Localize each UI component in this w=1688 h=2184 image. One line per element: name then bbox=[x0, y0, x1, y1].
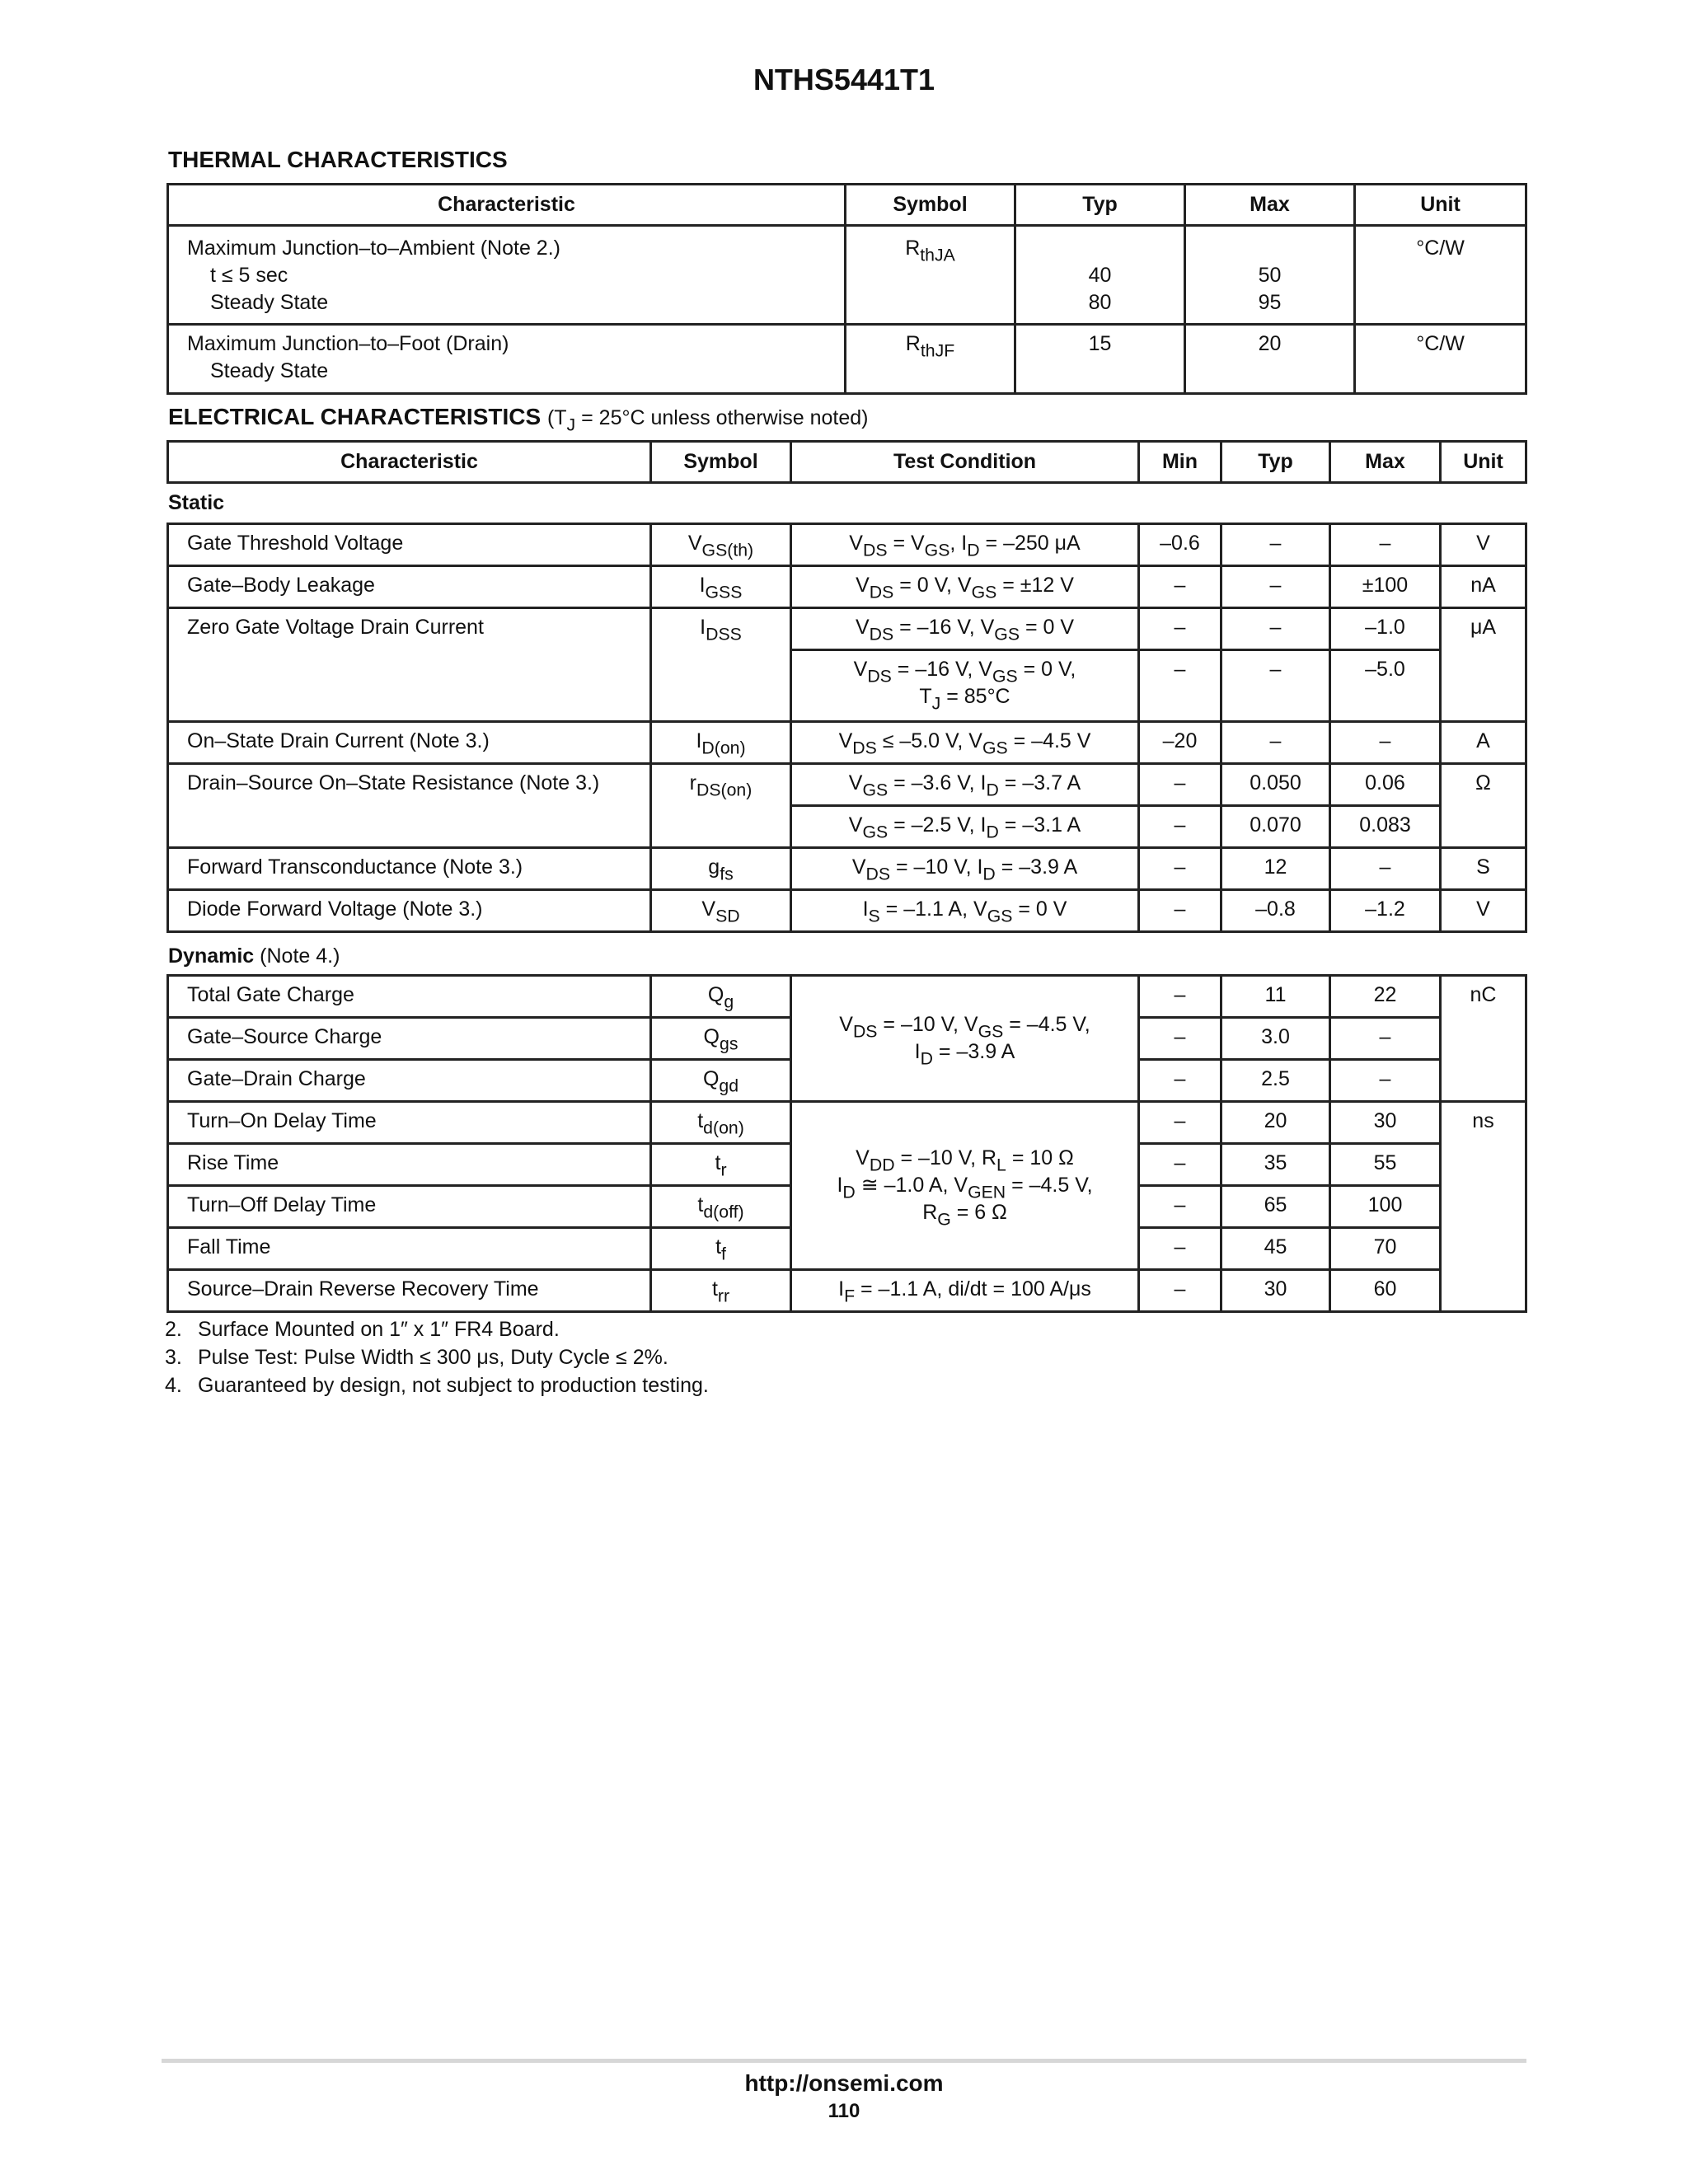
col-header: Symbol bbox=[846, 185, 1015, 226]
dynamic-table bbox=[166, 974, 1527, 1313]
electrical-heading: ELECTRICAL CHARACTERISTICS ($T_J = 25^\circ C$ unless otherwise noted) bbox=[168, 404, 869, 435]
test-condition: $V_{DS} = -10$ V, $V_{GS} = -4.5$ V, $I_D = -3.9$ A bbox=[791, 976, 1139, 1102]
characteristic: Maximum Junction–to–Ambient (Note 2.) bbox=[187, 237, 560, 260]
max-value: – bbox=[1330, 848, 1441, 890]
max-value: 0.083 bbox=[1330, 806, 1441, 848]
test-condition: $V_{DS} = 0$ V, $V_{GS} = \pm 12$ V bbox=[791, 566, 1139, 608]
condition: Steady State bbox=[210, 359, 329, 382]
symbol: $I_{D(on)}$ bbox=[651, 722, 791, 764]
max-value: 50 bbox=[1258, 264, 1282, 287]
max-value: 100 bbox=[1330, 1186, 1441, 1228]
characteristic: Diode Forward Voltage (Note 3.) bbox=[168, 890, 651, 932]
unit: nA bbox=[1441, 566, 1526, 608]
characteristic: Source–Drain Reverse Recovery Time bbox=[168, 1270, 651, 1312]
symbol: $Q_{gs}$ bbox=[651, 1018, 791, 1060]
min-value: – bbox=[1139, 1060, 1221, 1102]
unit: Ω bbox=[1441, 764, 1526, 848]
symbol: $I_{GSS}$ bbox=[651, 566, 791, 608]
typ-value: 0.050 bbox=[1221, 764, 1330, 806]
footnotes bbox=[165, 1315, 709, 1399]
typ-value: – bbox=[1221, 524, 1330, 566]
typ-value: 2.5 bbox=[1221, 1060, 1330, 1102]
characteristic: Forward Transconductance (Note 3.) bbox=[168, 848, 651, 890]
table-row bbox=[168, 1102, 1526, 1144]
min-value: – bbox=[1139, 806, 1221, 848]
table-row bbox=[168, 890, 1526, 932]
static-table bbox=[166, 523, 1527, 933]
test-condition: $V_{GS} = -2.5$ V, $I_D = -3.1$ A bbox=[791, 806, 1139, 848]
characteristic: Gate–Source Charge bbox=[168, 1018, 651, 1060]
footnote: 3. Pulse Test: Pulse Width ≤ 300 μs, Duty Cycle ≤ 2%. bbox=[165, 1346, 668, 1369]
document-title: NTHS5441T1 bbox=[753, 63, 935, 96]
min-value: – bbox=[1139, 1144, 1221, 1186]
test-condition: $I_F = -1.1$ A, di/dt = 100 A/μs bbox=[791, 1270, 1139, 1312]
footer-divider bbox=[162, 2059, 1526, 2063]
unit: ns bbox=[1441, 1102, 1526, 1312]
test-condition: $I_S = -1.1$ A, $V_{GS} = 0$ V bbox=[791, 890, 1139, 932]
max-value: ±100 bbox=[1330, 566, 1441, 608]
page-number: 110 bbox=[828, 2100, 860, 2122]
typ-value: – bbox=[1221, 722, 1330, 764]
characteristic: Zero Gate Voltage Drain Current bbox=[168, 608, 651, 722]
table-row bbox=[168, 325, 1526, 394]
symbol: $t_{d(off)}$ bbox=[651, 1186, 791, 1228]
col-header: Characteristic bbox=[168, 185, 846, 226]
table-row bbox=[168, 722, 1526, 764]
symbol: $t_r$ bbox=[651, 1144, 791, 1186]
symbol: $t_{d(on)}$ bbox=[651, 1102, 791, 1144]
test-condition: $V_{DS} = -16$ V, $V_{GS} = 0$ V, $T_J = 85^\circ C$ bbox=[791, 650, 1139, 722]
typ-value: – bbox=[1221, 566, 1330, 608]
col-header: Symbol bbox=[651, 442, 791, 483]
min-value: – bbox=[1139, 890, 1221, 932]
max-value: 70 bbox=[1330, 1228, 1441, 1270]
max-value: – bbox=[1330, 524, 1441, 566]
min-value: – bbox=[1139, 650, 1221, 722]
characteristic: On–State Drain Current (Note 3.) bbox=[168, 722, 651, 764]
typ-value: 45 bbox=[1221, 1228, 1330, 1270]
col-header: Max bbox=[1330, 442, 1441, 483]
max-value: – bbox=[1330, 1018, 1441, 1060]
max-value: 0.06 bbox=[1330, 764, 1441, 806]
max-value: –5.0 bbox=[1330, 650, 1441, 722]
min-value: – bbox=[1139, 764, 1221, 806]
symbol: $V_{GS(th)}$ bbox=[651, 524, 791, 566]
min-value: –0.6 bbox=[1139, 524, 1221, 566]
typ-value: 12 bbox=[1221, 848, 1330, 890]
symbol: $Q_g$ bbox=[651, 976, 791, 1018]
min-value: – bbox=[1139, 848, 1221, 890]
static-group-label: Static bbox=[168, 491, 225, 514]
typ-value: 20 bbox=[1221, 1102, 1330, 1144]
min-value: – bbox=[1139, 1018, 1221, 1060]
min-value: – bbox=[1139, 1228, 1221, 1270]
col-header: Unit bbox=[1355, 185, 1526, 226]
table-row bbox=[168, 848, 1526, 890]
col-header: Test Condition bbox=[791, 442, 1139, 483]
max-value: 55 bbox=[1330, 1144, 1441, 1186]
test-condition: $V_{DS} \le -5.0$ V, $V_{GS} = -4.5$ V bbox=[791, 722, 1139, 764]
electrical-header-table bbox=[166, 440, 1527, 484]
min-value: – bbox=[1139, 976, 1221, 1018]
col-header: Characteristic bbox=[168, 442, 651, 483]
test-condition: $V_{GS} = -3.6$ V, $I_D = -3.7$ A bbox=[791, 764, 1139, 806]
characteristic: Fall Time bbox=[168, 1228, 651, 1270]
max-value: –1.2 bbox=[1330, 890, 1441, 932]
col-header: Unit bbox=[1441, 442, 1526, 483]
col-header: Min bbox=[1139, 442, 1221, 483]
symbol: $I_{DSS}$ bbox=[651, 608, 791, 722]
typ-value: – bbox=[1221, 650, 1330, 722]
min-value: – bbox=[1139, 608, 1221, 650]
table-row bbox=[168, 226, 1526, 325]
unit: nC bbox=[1441, 976, 1526, 1102]
thermal-heading: THERMAL CHARACTERISTICS bbox=[168, 147, 508, 172]
symbol: $t_{rr}$ bbox=[651, 1270, 791, 1312]
table-row bbox=[168, 764, 1526, 806]
typ-value: – bbox=[1221, 608, 1330, 650]
table-row bbox=[168, 608, 1526, 650]
test-condition: $V_{DS} = -10$ V, $I_D = -3.9$ A bbox=[791, 848, 1139, 890]
unit: V bbox=[1441, 890, 1526, 932]
condition: t ≤ 5 sec bbox=[210, 264, 288, 287]
typ-value: 0.070 bbox=[1221, 806, 1330, 848]
typ-value: 40 bbox=[1088, 264, 1112, 287]
typ-value: 80 bbox=[1088, 291, 1112, 314]
col-header: Typ bbox=[1015, 185, 1185, 226]
unit: A bbox=[1441, 722, 1526, 764]
typ-value: 11 bbox=[1221, 976, 1330, 1018]
footnote: 2. Surface Mounted on 1″ x 1″ FR4 Board. bbox=[165, 1318, 560, 1341]
unit: S bbox=[1441, 848, 1526, 890]
min-value: – bbox=[1139, 1186, 1221, 1228]
table-row bbox=[168, 976, 1526, 1018]
characteristic: Total Gate Charge bbox=[168, 976, 651, 1018]
characteristic: Turn–On Delay Time bbox=[168, 1102, 651, 1144]
table-row bbox=[168, 566, 1526, 608]
typ-value: 35 bbox=[1221, 1144, 1330, 1186]
symbol: $g_{fs}$ bbox=[651, 848, 791, 890]
thermal-table bbox=[166, 183, 1527, 395]
symbol: $R_{thJA}$ bbox=[846, 226, 1015, 325]
unit: V bbox=[1441, 524, 1526, 566]
table-row bbox=[168, 1270, 1526, 1312]
footnote: 4. Guaranteed by design, not subject to production testing. bbox=[165, 1374, 709, 1397]
unit: μA bbox=[1441, 608, 1526, 722]
min-value: – bbox=[1139, 1270, 1221, 1312]
characteristic: Turn–Off Delay Time bbox=[168, 1186, 651, 1228]
max-value: 20 bbox=[1185, 325, 1355, 394]
min-value: – bbox=[1139, 1102, 1221, 1144]
min-value: – bbox=[1139, 566, 1221, 608]
max-value: 22 bbox=[1330, 976, 1441, 1018]
typ-value: 15 bbox=[1015, 325, 1185, 394]
electrical-heading-note: ($T_J = 25^\circ C$ unless otherwise noted) bbox=[546, 406, 869, 435]
max-value: –1.0 bbox=[1330, 608, 1441, 650]
test-condition: $V_{DD} = -10$ V, $R_L = 10$ Ω $I_D$ ≅ –1.0 A, $V_{GEN} = -4.5$ V, $R_G = 6$ Ω bbox=[791, 1102, 1139, 1270]
symbol: $Q_{gd}$ bbox=[651, 1060, 791, 1102]
characteristic: Gate–Body Leakage bbox=[168, 566, 651, 608]
symbol: $t_f$ bbox=[651, 1228, 791, 1270]
unit: °C/W bbox=[1355, 325, 1526, 394]
characteristic: Gate Threshold Voltage bbox=[168, 524, 651, 566]
min-value: –20 bbox=[1139, 722, 1221, 764]
max-value: 30 bbox=[1330, 1102, 1441, 1144]
symbol: $R_{thJF}$ bbox=[846, 325, 1015, 394]
unit: °C/W bbox=[1355, 226, 1526, 325]
condition: Steady State bbox=[210, 291, 329, 314]
typ-value: 65 bbox=[1221, 1186, 1330, 1228]
max-value: – bbox=[1330, 1060, 1441, 1102]
col-header: Max bbox=[1185, 185, 1355, 226]
symbol: $r_{DS(on)}$ bbox=[651, 764, 791, 848]
typ-value: 30 bbox=[1221, 1270, 1330, 1312]
max-value: – bbox=[1330, 722, 1441, 764]
max-value: 60 bbox=[1330, 1270, 1441, 1312]
test-condition: $V_{DS} = -16$ V, $V_{GS} = 0$ V bbox=[791, 608, 1139, 650]
dynamic-group-label: Dynamic (Note 4.) bbox=[168, 944, 340, 968]
table-row bbox=[168, 524, 1526, 566]
typ-value: 3.0 bbox=[1221, 1018, 1330, 1060]
characteristic: Gate–Drain Charge bbox=[168, 1060, 651, 1102]
typ-value: –0.8 bbox=[1221, 890, 1330, 932]
symbol: $V_{SD}$ bbox=[651, 890, 791, 932]
test-condition: $V_{DS} = V_{GS}$, $I_D = -250$ μA bbox=[791, 524, 1139, 566]
characteristic: Drain–Source On–State Resistance (Note 3.) bbox=[168, 764, 651, 848]
characteristic: Maximum Junction–to–Foot (Drain) bbox=[187, 332, 509, 355]
col-header: Typ bbox=[1221, 442, 1330, 483]
footer-link[interactable]: http://onsemi.com bbox=[744, 2070, 944, 2096]
max-value: 95 bbox=[1258, 291, 1282, 314]
characteristic: Rise Time bbox=[168, 1144, 651, 1186]
